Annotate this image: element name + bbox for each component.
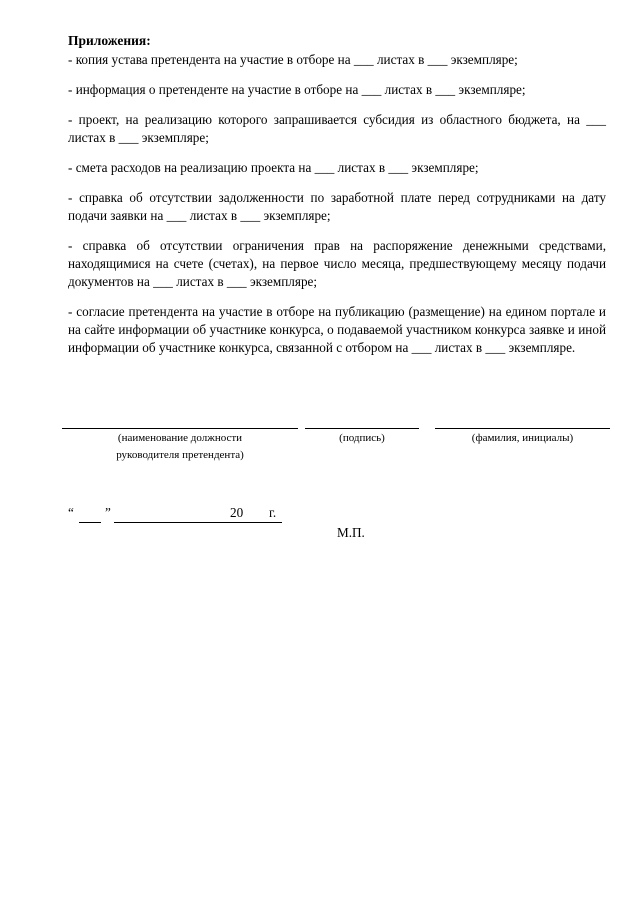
year-prefix: 20 [230,505,244,520]
attachments-heading: Приложения: [68,33,151,48]
position-signature-line [62,428,298,429]
date-open-quote: “ [68,505,74,520]
list-item: - справка об отсутствии задолженности по заработной плате перед сотрудниками на дату подачи заявки на ___ листах в ___ экземпляре; [68,190,606,223]
day-blank [79,522,101,523]
list-item: - проект, на реализацию которого запрашивается субсидия из областного бюджета, на ___ листах в ___ экземпляре; [68,112,606,145]
list-item: - смета расходов на реализацию проекта на ___ листах в ___ экземпляре; [68,160,479,175]
list-item: - согласие претендента на участие в отборе на публикацию (размещение) на едином портале и на сайте информации об участнике конкурса, о подаваемой участником конкурса заявке и иной информации об участнике конкурса, связанной с отбором на ___ листах в ___ экземпляре. [68,304,606,355]
list-item: - информация о претенденте на участие в отборе на ___ листах в ___ экземпляре; [68,82,526,97]
attachments-list [68,51,606,369]
stamp-place: М.П. [337,525,365,540]
signature-line [305,428,419,429]
date-field [68,505,288,527]
position-caption: (наименование должности руководителя претендента) [116,432,244,461]
name-signature-line [435,428,610,429]
list-item: - справка об отсутствии ограничения прав на распоряжение денежными средствами, находящимися на счете (счетах), на первое число месяца, предшествующему месяцу подачи документов на ___ листах в ___ экземпляре; [68,238,606,289]
name-caption: (фамилия, инициалы) [471,432,574,444]
date-close-quote: ” [105,505,111,520]
year-suffix: г. [269,505,277,520]
list-item: - копия устава претендента на участие в отборе на ___ листах в ___ экземпляре; [68,52,518,67]
month-blank [114,522,282,523]
signature-caption: (подпись) [339,432,385,444]
